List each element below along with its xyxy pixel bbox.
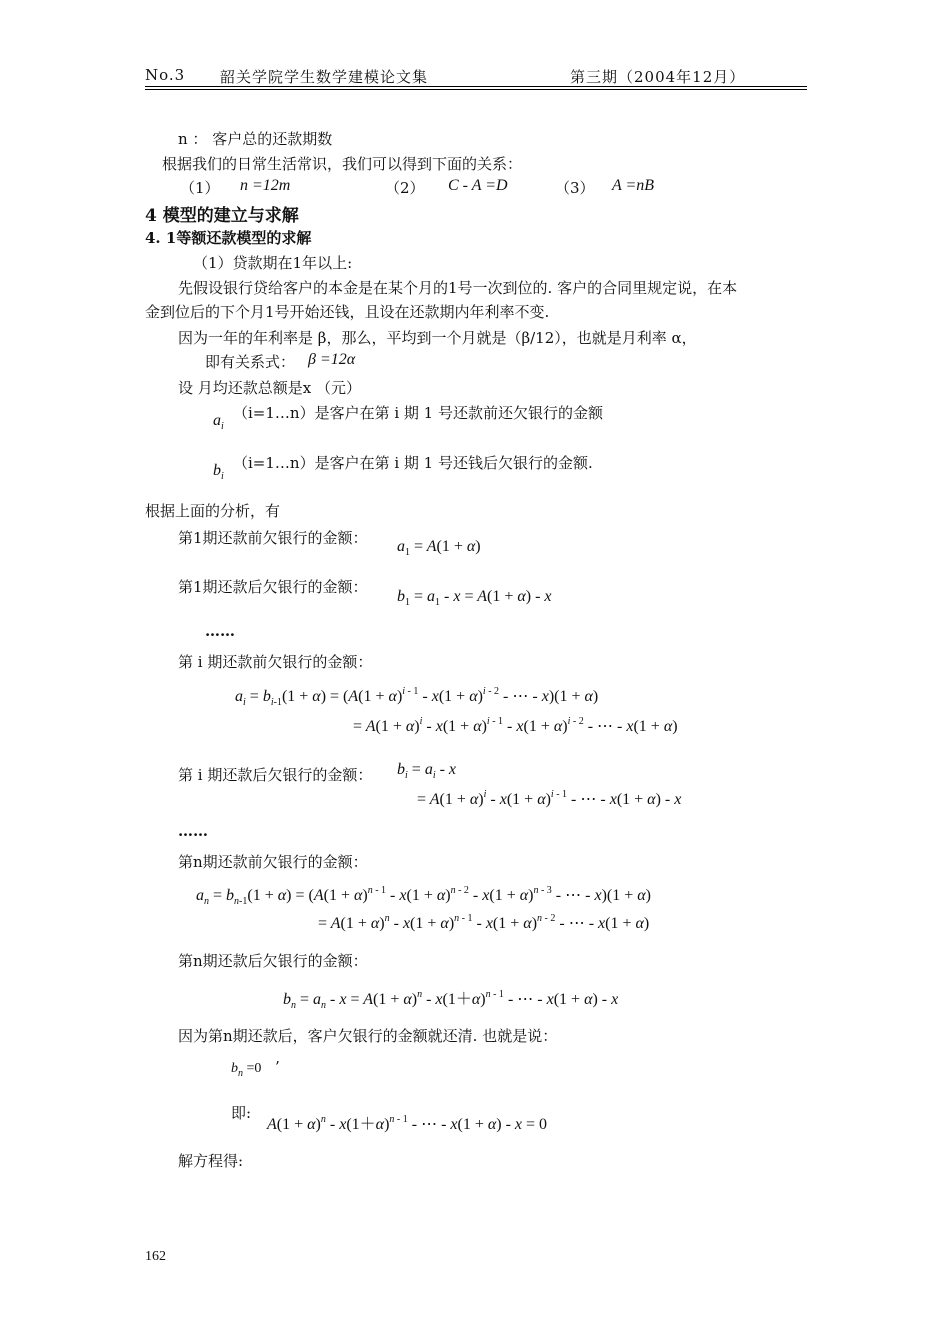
n-definition: n ： 客户总的还款期数 [178,130,333,148]
period-n-before-formula-2: = $A(1 + \alpha)^n - x(1 + \alpha)^{n - 1} - x(1 + \alpha)^{n - 2}$ - ⋯ - x(1 + α) [318,913,650,932]
ellipsis-1: …… [205,622,235,640]
a-i-symbol: $a_i$ [213,412,224,432]
period-1-after-label: 第1期还款后欠银行的金额： [178,578,368,596]
b-i-description: （i=1…n）是客户在第 i 期 1 号还钱后欠银行的金额. [233,454,593,472]
bn-zero-formula: $b_n =0$ [231,1061,262,1079]
analysis-line: 根据上面的分析，有 [145,502,281,520]
issue-number: No.3 [145,66,186,84]
period-i-after-label: 第 i 期还款后欠银行的金额： [178,766,373,784]
final-equation: $A(1 + \alpha)^n - x(1+\alpha)^{n - 1}$ - ⋯ - x(1 + α) - x = 0 [267,1114,548,1133]
period-i-before-label: 第 i 期还款前欠银行的金额： [178,653,373,671]
period-n-after-label: 第n期还款后欠银行的金额： [178,952,368,970]
period-n-before-label: 第n期还款前欠银行的金额： [178,853,368,871]
rate-formula: β =12α [308,351,356,368]
period-1-after-formula: $b_1 = a_1 - x = A(1 + \alpha) - x$ [397,588,552,608]
common-sense-line: 根据我们的日常生活常识，我们可以得到下面的关系： [162,155,523,173]
relation-3: A =nB [612,177,655,194]
assumption-line-2: 金到位后的下个月1号开始还钱，且设在还款期内年利率不变. [145,303,550,321]
let-x-line: 设 月均还款总额是x （元） [178,379,361,397]
case-1-heading: （1）贷款期在1年以上: [193,254,353,272]
header-rule-top [145,86,807,87]
page-number: 162 [145,1249,166,1264]
period-n-before-formula-1: $a_n = b_{n-1}(1 + \alpha) = (A(1 + \alpha)^{n - 1} - x(1 + \alpha)^{n - 2} - x(1 + \alpha)^{n - 3}$ - ⋯ - x)(1 + α) [196,885,651,907]
header-rule-bottom [145,89,807,90]
period-i-after-formula-2: = $A(1 + \alpha)^i - x(1 + \alpha)^{i - 1}$ - ⋯ - x(1 + α) - x [417,789,682,808]
relation-1-label: （1） [180,179,220,197]
rate-relation-label: 即有关系式： [205,353,296,371]
period-i-before-formula-2: = $A(1 + \alpha)^i - x(1 + \alpha)^{i - 1} - x(1 + \alpha)^{i - 2}$ - ⋯ - x(1 + α) [353,716,678,735]
ellipsis-2: …… [178,822,208,840]
relation-1: n =12m [240,177,291,194]
period-i-after-formula-1: $b_i = a_i - x$ [397,761,457,781]
period-1-before-formula: $a_1 = A(1 + \alpha)$ [397,538,481,558]
relation-3-label: （3） [555,179,595,197]
period-i-before-formula-1: $a_i = b_{i-1}(1 + \alpha) = (A(1 + \alpha)^{i - 1} - x(1 + \alpha)^{i - 2}$ - ⋯ - x)(1 + α) [235,686,599,708]
solve-line: 解方程得: [178,1152,244,1170]
assumption-line-1: 先假设银行贷给客户的本金是在某个月的1号一次到位的. 客户的合同里规定说，在本 [178,279,738,297]
ie-label: 即: [231,1104,252,1122]
period-n-after-formula: $b_n = a_n - x = A(1 + \alpha)^n - x(1+\alpha)^{n - 1}$ - ⋯ - x(1 + α) - x [283,989,619,1011]
journal-title: 韶关学院学生数学建模论文集 [220,68,429,86]
relation-2: C - A =D [448,177,508,194]
period-1-before-label: 第1期还款前欠银行的金额： [178,529,368,547]
a-i-description: （i=1…n）是客户在第 i 期 1 号还款前还欠银行的金额 [233,404,603,422]
b-i-symbol: $b_i$ [213,462,224,482]
relation-2-label: （2） [385,179,425,197]
section-4-1-heading: 4. 1等额还款模型的求解 [145,229,312,247]
bn-zero-tail: ’ [275,1058,280,1076]
issue-period: 第三期（2004年12月） [570,68,746,86]
section-4-heading: 4 模型的建立与求解 [145,206,299,226]
because-line: 因为第n期还款后，客户欠银行的金额就还清. 也就是说： [178,1027,558,1045]
rate-line: 因为一年的年利率是 β，那么，平均到一个月就是（β/12），也就是月利率 α， [178,329,697,347]
